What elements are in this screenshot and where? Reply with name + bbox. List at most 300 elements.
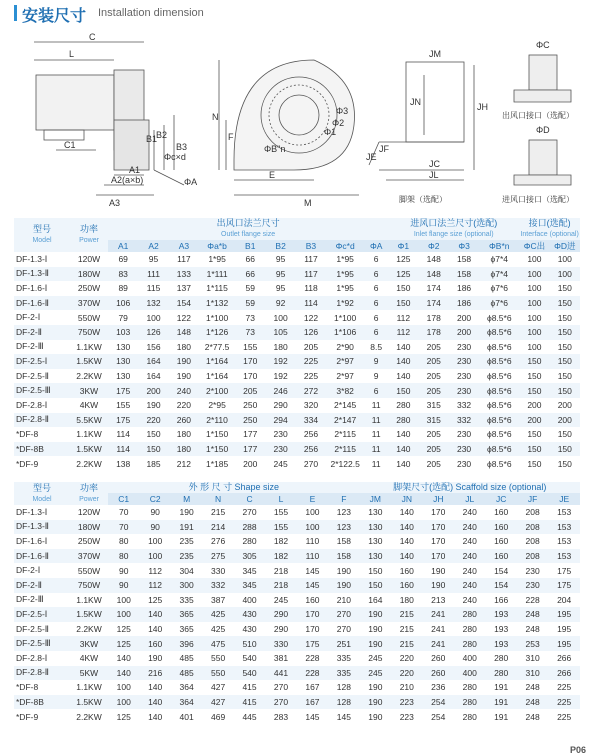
section-title-en: Installation dimension [98, 7, 204, 19]
value-cell: 153 [557, 536, 572, 547]
value-cell: 240 [462, 565, 477, 576]
value-cell: 1*95 [336, 283, 354, 294]
value-cell: 83 [108, 267, 138, 282]
value-cell: 130 [368, 507, 383, 518]
value-cell: 190 [368, 682, 383, 693]
value-cell: 105 [265, 325, 295, 340]
value-cell: 230 [265, 442, 295, 457]
dim-a1: A1 [129, 165, 141, 175]
value-cell: 200 [138, 383, 168, 398]
t1-header-power: 功率 Power [70, 218, 108, 252]
value-cell: 256 [296, 442, 326, 457]
table1-col-header: A3 [169, 240, 199, 252]
model-cell: DF-1.6-Ⅱ [14, 296, 70, 311]
value-cell: 332 [202, 578, 233, 593]
value-cell: 288 [234, 520, 265, 535]
table1-col-header: ΦD进 [550, 240, 580, 252]
value-cell: 177 [243, 429, 258, 440]
table2-col-header: M [171, 493, 202, 505]
outlet-dim: ΦC [536, 40, 550, 50]
value-cell: 70 [118, 507, 129, 518]
value-cell: 401 [179, 711, 194, 722]
value-cell: 230 [525, 565, 540, 576]
value-cell: 240 [169, 383, 199, 398]
power-cell: 1.1KW [76, 429, 102, 440]
drawings-svg [14, 30, 600, 212]
value-cell: 170 [431, 536, 446, 547]
value-cell: 280 [454, 607, 485, 622]
value-cell: 6 [373, 254, 379, 265]
value-cell: 132 [138, 296, 168, 311]
value-cell: 150 [519, 383, 549, 398]
value-cell: 2*145 [334, 400, 357, 411]
value-cell: 95 [265, 267, 295, 282]
value-cell: 205 [419, 442, 449, 457]
value-cell: 150 [550, 296, 580, 311]
outlet-interface-drawing [514, 55, 571, 102]
inlet-caption: 进风口接口（选配） [502, 195, 574, 204]
value-cell: 100 [116, 682, 131, 693]
value-cell: 1*164 [199, 354, 235, 369]
value-cell: 160 [485, 549, 516, 564]
dim-phi2: Φ2 [332, 118, 345, 128]
model-cell: DF-2.8-Ⅰ [16, 652, 48, 663]
value-cell: 427 [202, 695, 233, 710]
value-cell: 100 [305, 507, 320, 518]
value-cell: 1*185 [205, 458, 229, 469]
value-cell: 230 [456, 429, 472, 440]
value-cell: 415 [234, 695, 265, 710]
value-cell: 254 [431, 711, 446, 722]
value-cell: 115 [146, 283, 161, 294]
value-cell: 140 [396, 458, 411, 469]
dim-phicd: Φc×d [164, 152, 186, 162]
table-row [14, 325, 580, 340]
value-cell: 330 [210, 565, 226, 576]
value-cell: 272 [296, 383, 326, 398]
value-cell: 185 [146, 458, 161, 469]
dim-c1: C1 [64, 140, 76, 150]
table-row [14, 413, 580, 428]
value-cell: 114 [296, 296, 326, 311]
front-view-drawing [34, 42, 184, 195]
model-cell: DF-1.3-Ⅱ [14, 520, 70, 535]
value-cell: 190 [169, 354, 199, 369]
value-cell: 133 [169, 267, 199, 282]
model-cell: *DF-9 [16, 711, 39, 722]
value-cell: 140 [396, 341, 411, 352]
value-cell: 11 [371, 429, 381, 440]
value-cell: 130 [360, 549, 391, 564]
value-cell: 1*106 [326, 325, 364, 340]
inlet-interface-drawing [514, 140, 571, 185]
value-cell: 167 [297, 695, 328, 710]
value-cell: 540 [234, 666, 265, 681]
value-cell: 174 [419, 296, 449, 311]
value-cell: 200 [557, 400, 572, 411]
value-cell: 245 [368, 653, 383, 664]
value-cell: 170 [235, 354, 265, 369]
value-cell: 270 [336, 624, 351, 635]
value-cell: 204 [557, 594, 572, 605]
value-cell: 320 [303, 400, 319, 411]
value-cell: 70 [108, 520, 139, 535]
value-cell: 137 [176, 283, 191, 294]
value-cell: ϕ7*4 [479, 267, 519, 282]
value-cell: 100 [527, 254, 542, 265]
t1-body [14, 252, 580, 471]
value-cell: 180 [399, 594, 414, 605]
table2-col-header: JH [423, 493, 454, 505]
value-cell: 150 [557, 341, 572, 352]
value-cell: 1*111 [199, 267, 235, 282]
value-cell: 2*90 [336, 341, 354, 352]
value-cell: 138 [116, 458, 131, 469]
power-cell: 1.5KW [70, 695, 108, 710]
value-cell: 145 [336, 711, 351, 722]
value-cell: 6 [373, 283, 379, 294]
value-cell: 335 [328, 666, 359, 681]
value-cell: 280 [462, 624, 477, 635]
table2-col-header: C2 [139, 493, 170, 505]
value-cell: 2*115 [326, 442, 364, 457]
value-cell: 164 [146, 371, 161, 382]
value-cell: 117 [296, 267, 326, 282]
value-cell: 415 [242, 682, 257, 693]
value-cell: 190 [336, 565, 351, 576]
dim-e: E [269, 170, 276, 180]
value-cell: 335 [336, 653, 351, 664]
t2-header-power: 功率 Power [70, 482, 108, 505]
value-cell: ϕ8.5*6 [486, 458, 512, 469]
value-cell: 6 [373, 312, 379, 323]
value-cell: 140 [399, 507, 414, 518]
value-cell: 216 [139, 666, 170, 681]
value-cell: 155 [273, 507, 289, 518]
value-cell: 225 [303, 371, 319, 382]
table-row [14, 709, 580, 724]
value-cell: 220 [176, 400, 191, 411]
value-cell: 95 [275, 283, 286, 294]
value-cell: 334 [296, 413, 326, 428]
value-cell: 100 [273, 312, 288, 323]
value-cell: 95 [148, 254, 159, 265]
value-cell: 170 [243, 371, 258, 382]
dim-phia: ΦA [184, 177, 198, 187]
value-cell: ϕ8.5*6 [486, 371, 512, 382]
value-cell: 130 [116, 371, 131, 382]
value-cell: 178 [419, 325, 449, 340]
value-cell: 125 [116, 624, 131, 635]
value-cell: 112 [148, 565, 162, 576]
table2-col-header: JE [548, 493, 580, 505]
value-cell: 66 [235, 267, 265, 282]
value-cell: 140 [399, 536, 414, 547]
power-cell: 550W [77, 565, 101, 576]
model-cell: DF-1.6-Ⅱ [14, 549, 70, 564]
value-cell: 364 [171, 695, 202, 710]
value-cell: 6 [364, 267, 388, 282]
value-cell: 241 [431, 624, 446, 635]
value-cell: 190 [360, 695, 391, 710]
value-cell: 208 [525, 536, 540, 547]
value-cell: 310 [525, 653, 540, 664]
table2-col-header: E [297, 493, 328, 505]
inlet-dim: ΦD [536, 125, 550, 135]
t2-header-scaffold: 脚架尺寸(选配) Scaffold size (optional) [360, 482, 580, 493]
value-cell: 140 [388, 354, 418, 369]
value-cell: 2*77.5 [204, 341, 230, 352]
value-cell: 140 [148, 682, 163, 693]
value-cell: 92 [265, 296, 295, 311]
value-cell: 280 [396, 400, 411, 411]
value-cell: 180 [273, 341, 288, 352]
value-cell: 153 [548, 549, 580, 564]
value-cell: 122 [303, 312, 319, 323]
dim-a2: A2(a×b) [111, 175, 144, 185]
value-cell: 155 [243, 341, 258, 352]
value-cell: 200 [519, 413, 549, 428]
value-cell: 182 [273, 536, 289, 547]
t2-header-shape: 外 形 尺 寸 Shape size [108, 482, 360, 493]
value-cell: 345 [234, 578, 265, 593]
value-cell: 290 [273, 400, 288, 411]
dim-b3: B3 [176, 142, 188, 152]
value-cell: 315 [419, 413, 449, 428]
value-cell: 245 [360, 666, 391, 681]
value-cell: 100 [116, 594, 131, 605]
value-cell: 2*147 [326, 413, 364, 428]
value-cell: 69 [118, 254, 128, 265]
value-cell: 210 [399, 682, 414, 693]
value-cell: 145 [305, 565, 320, 576]
table2-col-header: JL [454, 493, 485, 505]
value-cell: 191 [485, 695, 516, 710]
value-cell: 400 [462, 653, 477, 664]
value-cell: 248 [517, 607, 548, 622]
value-cell: 100 [527, 341, 542, 352]
value-cell: 225 [296, 354, 326, 369]
value-cell: 205 [426, 458, 441, 469]
value-cell: 112 [139, 578, 170, 593]
model-cell: DF-2.5-Ⅲ [14, 636, 70, 651]
table-row [14, 505, 580, 520]
value-cell: 100 [527, 283, 542, 294]
value-cell: 213 [431, 594, 446, 605]
value-cell: ϕ7*4 [490, 254, 509, 265]
model-cell: DF-2.5-Ⅱ [16, 623, 49, 634]
value-cell: 205 [426, 341, 441, 352]
value-cell: 160 [139, 636, 170, 651]
value-cell: 100 [519, 325, 549, 340]
table2-col-header: L [265, 493, 296, 505]
value-cell: 2*97 [326, 354, 364, 369]
value-cell: 160 [485, 520, 516, 535]
value-cell: 305 [234, 549, 265, 564]
value-cell: 550 [210, 653, 226, 664]
dim-jm: JM [429, 49, 441, 59]
value-cell: 190 [176, 371, 191, 382]
t1-header-interface: 接口(选配) Interface (optional) [520, 218, 579, 238]
value-cell: 248 [525, 711, 540, 722]
value-cell: 100 [108, 607, 139, 622]
table-row [14, 636, 580, 651]
value-cell: 112 [388, 325, 418, 340]
value-cell: 220 [391, 666, 422, 681]
model-cell: DF-2.5-Ⅲ [14, 383, 70, 398]
table-row [14, 520, 580, 535]
dim-jh: JH [477, 102, 488, 112]
value-cell: 228 [305, 653, 320, 664]
value-cell: ϕ7*6 [490, 283, 509, 294]
value-cell: 128 [328, 695, 359, 710]
value-cell: 140 [139, 607, 170, 622]
power-cell: 5.5KW [70, 413, 108, 428]
dim-b2: B2 [156, 130, 168, 140]
value-cell: 160 [391, 578, 422, 593]
value-cell: 148 [419, 267, 449, 282]
value-cell: 150 [396, 283, 411, 294]
value-cell: 208 [517, 549, 548, 564]
value-cell: 485 [179, 653, 194, 664]
value-cell: 215 [399, 624, 414, 635]
value-cell: 2*122.5 [330, 458, 360, 469]
value-cell: 160 [494, 536, 509, 547]
table-row [14, 442, 580, 457]
value-cell: 2*110 [199, 413, 235, 428]
power-cell: 250W [77, 283, 101, 294]
value-cell: 1*115 [206, 283, 228, 294]
value-cell: 230 [449, 442, 479, 457]
value-cell: 125 [108, 636, 139, 651]
value-cell: 140 [148, 711, 163, 722]
value-cell: ϕ8.5*6 [486, 429, 512, 440]
power-cell: 120W [77, 254, 101, 265]
value-cell: 140 [108, 666, 139, 681]
value-cell: 205 [426, 429, 441, 440]
power-cell: 250W [77, 536, 101, 547]
value-cell: 164 [368, 594, 383, 605]
value-cell: 170 [423, 520, 454, 535]
stand-drawing [369, 62, 474, 180]
value-cell: 270 [328, 607, 359, 622]
value-cell: 150 [388, 383, 418, 398]
power-cell: 1.1KW [76, 341, 102, 352]
value-cell: 215 [210, 507, 226, 518]
value-cell: 290 [265, 607, 296, 622]
value-cell: 150 [146, 429, 161, 440]
value-cell: 205 [419, 383, 449, 398]
value-cell: 100 [146, 312, 161, 323]
power-cell: 1.1KW [76, 682, 102, 693]
value-cell: 400 [454, 666, 485, 681]
model-cell: DF-2-Ⅰ [16, 312, 41, 323]
value-cell: 100 [297, 520, 328, 535]
value-cell: 90 [118, 565, 129, 576]
value-cell: ϕ8.5*6 [479, 354, 519, 369]
model-cell: DF-2.8-Ⅰ [16, 399, 48, 410]
value-cell: 208 [525, 507, 540, 518]
table-row [14, 281, 580, 296]
value-cell: 195 [557, 624, 572, 635]
value-cell: 280 [494, 653, 509, 664]
value-cell: 158 [336, 536, 351, 547]
value-cell: 9 [373, 371, 379, 382]
value-cell: 195 [548, 636, 580, 651]
value-cell: 240 [462, 594, 477, 605]
value-cell: 153 [557, 507, 572, 518]
value-cell: 140 [148, 624, 163, 635]
flange-size-table [14, 218, 580, 471]
value-cell: 140 [396, 371, 411, 382]
value-cell: 191 [494, 682, 509, 693]
value-cell: 175 [108, 383, 138, 398]
value-cell: 80 [118, 536, 129, 547]
value-cell: 2*97 [336, 371, 354, 382]
table-row [14, 651, 580, 666]
table1-col-header: Φ1 [388, 240, 418, 252]
value-cell: 190 [360, 636, 391, 651]
table-row [14, 296, 580, 311]
value-cell: 190 [368, 624, 383, 635]
value-cell: 123 [336, 507, 351, 518]
value-cell: 469 [210, 711, 226, 722]
power-cell: 4KW [79, 653, 99, 664]
value-cell: 100 [108, 695, 139, 710]
power-cell: 2.2KW [76, 624, 102, 635]
value-cell: 260 [423, 666, 454, 681]
value-cell: 387 [210, 594, 226, 605]
value-cell: 170 [423, 549, 454, 564]
value-cell: ϕ8.5*6 [479, 442, 519, 457]
value-cell: 345 [242, 565, 257, 576]
value-cell: 240 [462, 507, 477, 518]
value-cell: 280 [454, 636, 485, 651]
table1-col-header: B3 [296, 240, 326, 252]
value-cell: 193 [485, 607, 516, 622]
model-cell: DF-1.6-Ⅰ [16, 282, 48, 293]
value-cell: 6 [364, 296, 388, 311]
value-cell: 266 [548, 666, 580, 681]
value-cell: 245 [273, 594, 289, 605]
value-cell: 280 [462, 682, 477, 693]
value-cell: 111 [138, 267, 168, 282]
value-cell: 260 [169, 413, 199, 428]
value-cell: 260 [431, 653, 446, 664]
value-cell: 205 [235, 383, 265, 398]
value-cell: 235 [171, 549, 202, 564]
value-cell: 190 [148, 653, 163, 664]
value-cell: 294 [265, 413, 295, 428]
value-cell: 190 [368, 711, 383, 722]
value-cell: 160 [399, 565, 414, 576]
value-cell: 215 [391, 607, 422, 622]
value-cell: 1*95 [326, 267, 364, 282]
value-cell: 335 [179, 594, 194, 605]
value-cell: 125 [396, 254, 411, 265]
value-cell: 230 [449, 383, 479, 398]
value-cell: ϕ8.5*6 [486, 341, 512, 352]
model-cell: *DF-8 [16, 429, 39, 440]
value-cell: 228 [525, 594, 540, 605]
value-cell: 160 [494, 507, 509, 518]
value-cell: 130 [116, 341, 131, 352]
dim-je: JE [366, 152, 377, 162]
power-cell: 3KW [70, 383, 108, 398]
power-cell: 2.2KW [76, 371, 102, 382]
value-cell: 1*100 [334, 312, 357, 323]
value-cell: 110 [305, 536, 320, 547]
